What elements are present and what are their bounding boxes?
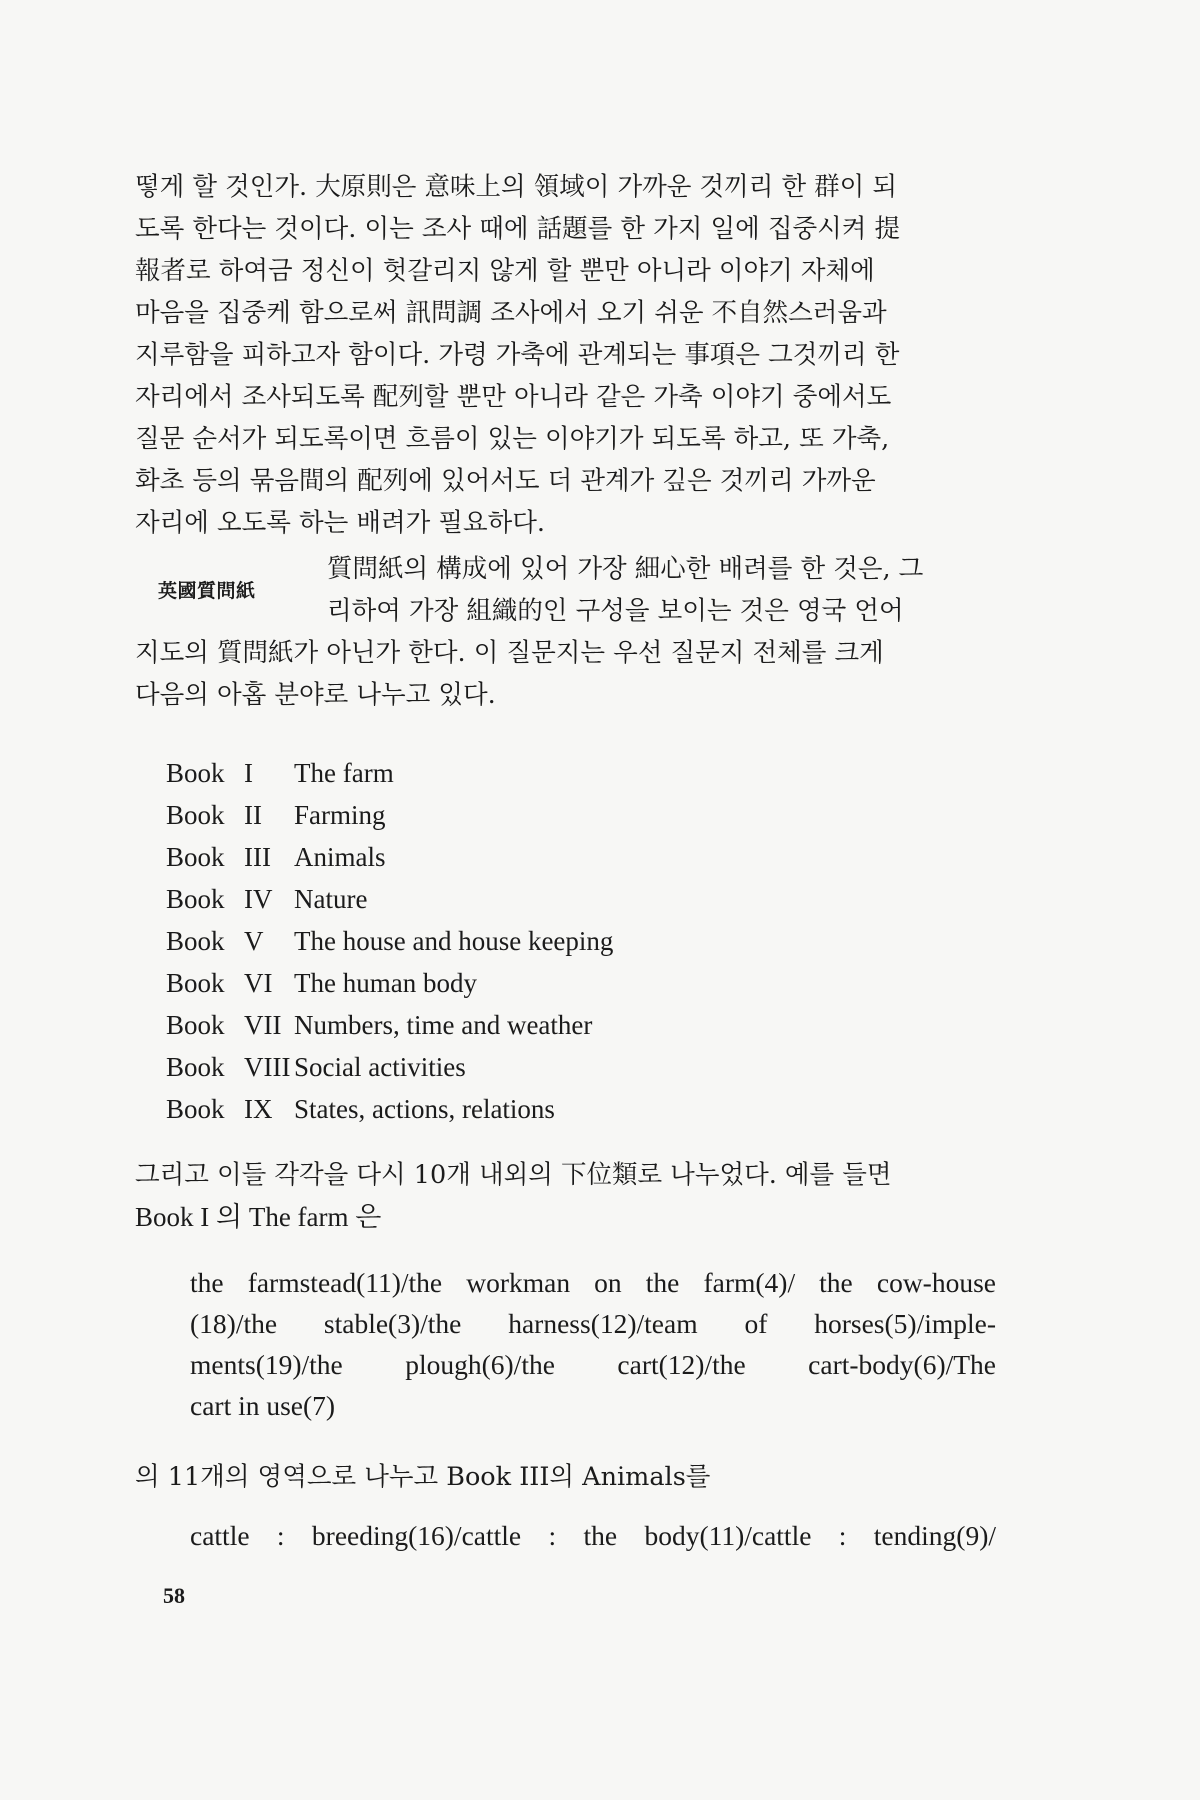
text-line: 떻게 할 것인가. 大原則은 意味上의 領域이 가까운 것끼리 한 群이 되 (135, 172, 898, 202)
list-item (166, 752, 613, 794)
book-number: IV (244, 884, 273, 914)
book-list (166, 752, 613, 1130)
book-number: III (244, 842, 271, 872)
text-line: 자리에서 조사되도록 配列할 뿐만 아니라 같은 가축 이야기 중에서도 (135, 382, 892, 412)
list-item (166, 1004, 613, 1046)
list-item (166, 878, 613, 920)
book-number: VI (244, 968, 273, 998)
book-title: The house and house keeping (294, 926, 614, 956)
text-line: 지루함을 피하고자 함이다. 가령 가축에 관계되는 事項은 그것끼리 한 (135, 340, 900, 370)
margin-heading: 英國質問紙 (158, 580, 256, 602)
book-word: Book (166, 758, 225, 788)
body-paragraph-4 (135, 1456, 1005, 1498)
quote-line: ments(19)/the plough(6)/the cart(12)/the cart-body(6)/The (190, 1349, 996, 1380)
book-number: V (244, 926, 264, 956)
farm-subcategory-quote (190, 1262, 996, 1426)
quote-line: the farmstead(11)/the workman on the farm(4)/ the cow-house (190, 1267, 996, 1298)
text-line: 화초 등의 묶음間의 配列에 있어서도 더 관계가 깊은 것끼리 가까운 (135, 466, 876, 496)
list-item (166, 836, 613, 878)
text-line: 질문 순서가 되도록이면 흐름이 있는 이야기가 되도록 하고, 또 가축, (135, 424, 890, 454)
book-title: Social activities (294, 1052, 466, 1082)
quote-line: (18)/the stable(3)/the harness(12)/team of horses(5)/imple- (190, 1308, 996, 1339)
book-number: I (244, 758, 253, 788)
book-number: IX (244, 1094, 273, 1124)
book-word: Book (166, 1094, 225, 1124)
book-word: Book (166, 884, 225, 914)
text-line: 리하여 가장 組織的인 구성을 보이는 것은 영국 언어 (327, 596, 904, 626)
quote-line: cart in use(7) (190, 1390, 336, 1421)
body-paragraph-1 (135, 166, 1005, 544)
book-title: Farming (294, 800, 386, 830)
book-number: VIII (244, 1052, 291, 1082)
book-word: Book (166, 800, 225, 830)
body-paragraph-2 (135, 548, 1005, 716)
book-title: Animals (294, 842, 386, 872)
book-word: Book (166, 968, 225, 998)
book-word: Book (166, 842, 225, 872)
book-title: States, actions, relations (294, 1094, 555, 1124)
text-line: 다음의 아홉 분야로 나누고 있다. (135, 680, 496, 710)
list-item (166, 920, 613, 962)
text-line: 도록 한다는 것이다. 이는 조사 때에 話題를 한 가지 일에 집중시켜 提 (135, 214, 900, 244)
book-title: The human body (294, 968, 477, 998)
body-paragraph-3 (135, 1154, 1005, 1238)
text-line: Book I 의 The farm 은 (135, 1202, 382, 1232)
book-number: II (244, 800, 262, 830)
list-item (166, 962, 613, 1004)
text-line: 그리고 이들 각각을 다시 10개 내외의 下位類로 나누었다. 예를 들면 (135, 1160, 892, 1190)
list-item (166, 794, 613, 836)
list-item (166, 1046, 613, 1088)
animals-subcategory-quote (190, 1515, 996, 1556)
book-title: Numbers, time and weather (294, 1010, 593, 1040)
book-word: Book (166, 1052, 225, 1082)
book-word: Book (166, 1010, 225, 1040)
book-word: Book (166, 926, 225, 956)
text-line: 報者로 하여금 정신이 헛갈리지 않게 할 뿐만 아니라 이야기 자체에 (135, 256, 875, 286)
list-item (166, 1088, 613, 1130)
text-line: 마음을 집중케 함으로써 訊問調 조사에서 오기 쉬운 不自然스러움과 (135, 298, 887, 328)
quote-line: cattle : breeding(16)/cattle : the body(11)/cattle : tending(9)/ (190, 1520, 996, 1551)
text-line: 質問紙의 構成에 있어 가장 細心한 배려를 한 것은, 그 (327, 554, 924, 584)
text-line: 의 11개의 영역으로 나누고 Book III의 Animals를 (135, 1462, 711, 1492)
page-number: 58 (163, 1583, 185, 1608)
book-title: Nature (294, 884, 368, 914)
text-line: 자리에 오도록 하는 배려가 필요하다. (135, 508, 546, 538)
book-number: VII (244, 1010, 282, 1040)
text-line: 지도의 質問紙가 아닌가 한다. 이 질문지는 우선 질문지 전체를 크게 (135, 638, 884, 668)
book-title: The farm (294, 758, 394, 788)
